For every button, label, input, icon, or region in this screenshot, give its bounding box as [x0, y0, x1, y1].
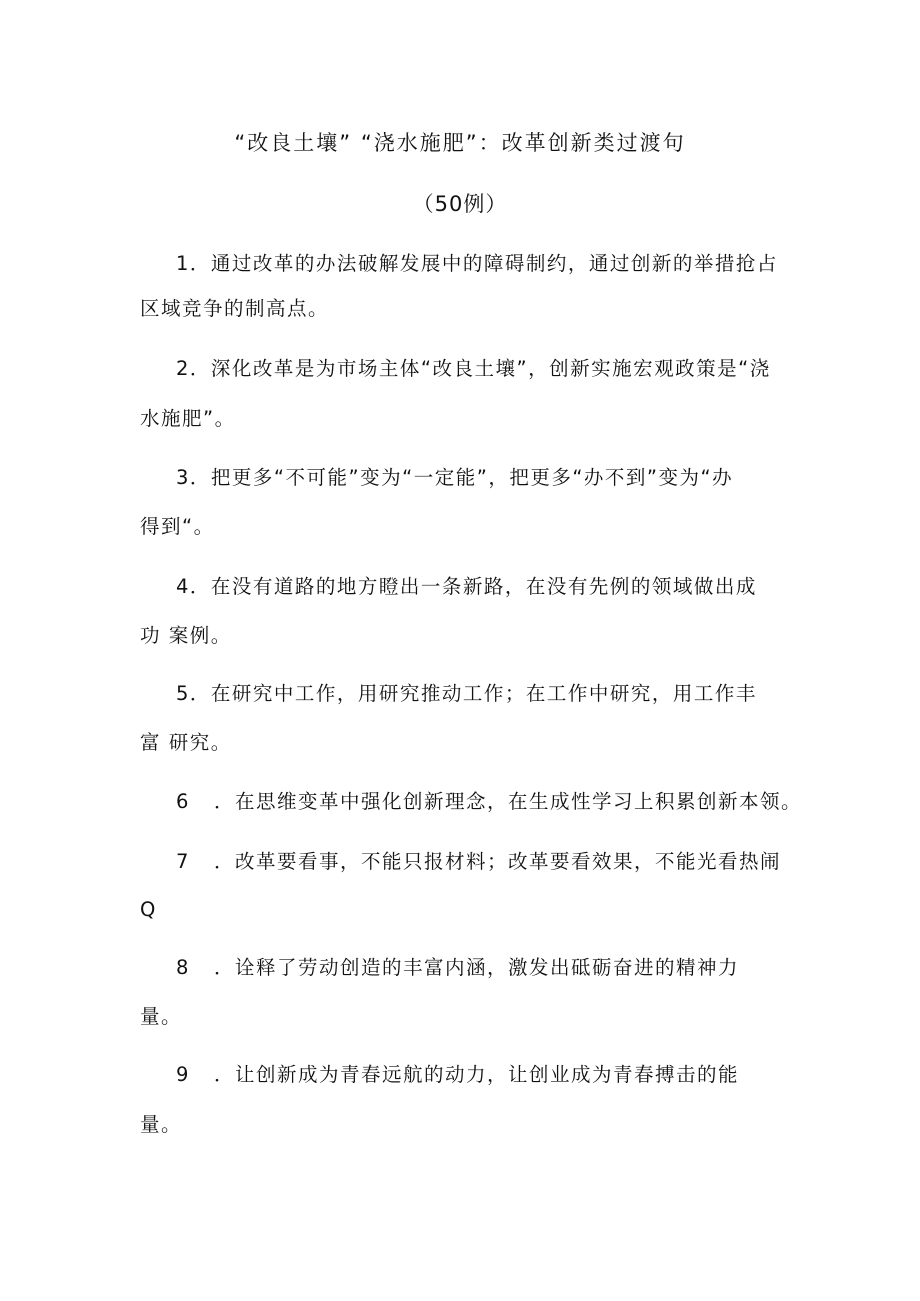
list-item-text: ．改革要看事，不能只报材料；改革要看效果，不能光看热闹	[214, 850, 782, 873]
document-title: “改良土壤” “浇水施肥”：改革创新类过渡句	[234, 131, 686, 155]
list-item-5-line-1	[176, 682, 757, 706]
list-item-number: 9	[176, 1063, 190, 1086]
list-item-6-line-1	[176, 790, 802, 814]
list-item-number: 1	[176, 252, 190, 275]
list-item-5-line-2: 富 研究。	[140, 731, 232, 754]
list-item-number: 2	[176, 357, 190, 380]
list-item-text: ．诠释了劳动创造的丰富内涵，激发出砥砺奋进的精神力	[214, 956, 740, 979]
list-item-3-line-1	[176, 466, 733, 490]
list-item-2-line-1	[176, 357, 771, 381]
list-item-1-line-1	[176, 252, 778, 276]
list-item-text: ．在思维变革中强化创新理念，在生成性学习上积累创新本领。	[214, 790, 803, 813]
document-subtitle: （50例）	[412, 192, 508, 216]
list-item-7-line-2: Q	[140, 898, 157, 921]
list-item-text: ．把更多“不可能”变为“一定能”，把更多“办不到”变为“办	[189, 466, 734, 489]
list-item-8-line-2: 量。	[140, 1005, 183, 1028]
list-item-text: ．在研究中工作，用研究推动工作；在工作中研究，用工作丰	[189, 682, 757, 705]
list-item-4-line-1	[176, 575, 757, 599]
list-item-1-line-2: 区域竞争的制高点。	[140, 297, 330, 320]
list-item-number: 5	[176, 682, 190, 705]
list-item-text: ．在没有道路的地方瞪出一条新路，在没有先例的领域做出成	[189, 575, 757, 598]
list-item-text: ．通过改革的办法破解发展中的障碍制约，通过创新的举措抢占	[189, 252, 778, 275]
list-item-number: 8	[176, 956, 190, 979]
list-item-number: 3	[176, 466, 190, 489]
list-item-3-line-2: 得到“。	[140, 515, 215, 538]
list-item-4-line-2: 功 案例。	[140, 624, 232, 647]
list-item-7-line-1	[176, 850, 781, 874]
list-item-number: 7	[176, 850, 190, 873]
list-item-text: ．让创新成为青春远航的动力，让创业成为青春搏击的能	[214, 1063, 740, 1086]
list-item-number: 6	[176, 790, 190, 813]
list-item-text: ．深化改革是为市场主体“改良土壤”，创新实施宏观政策是“浇	[189, 357, 771, 380]
list-item-2-line-2: 水施肥”。	[140, 407, 236, 430]
list-item-9-line-1	[176, 1063, 739, 1087]
list-item-8-line-1	[176, 956, 739, 980]
list-item-number: 4	[176, 575, 190, 598]
list-item-9-line-2: 量。	[140, 1113, 183, 1136]
